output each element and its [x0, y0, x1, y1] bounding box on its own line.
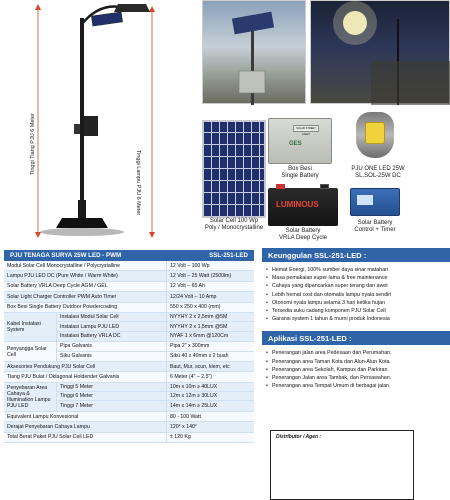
bullet-icon: •	[266, 383, 268, 390]
bullet-icon: •	[266, 350, 268, 357]
row-value: Siku 40 x 40mm x 2 buah	[170, 353, 229, 360]
table-row	[4, 372, 254, 382]
list-item-text: Penerangan Jalan area Tambak, dan Persawahan.	[272, 375, 392, 382]
solar-panel-label: Solar Cell 100 Wp Poly / Monocrystalline	[204, 218, 264, 231]
led-lamp-label: PJU ONE LED 25W SL.SOL-25W DC	[351, 166, 405, 179]
row-value: NYAF 1 x 6mm @120Cm	[170, 333, 229, 340]
list-item-text: Otonomi nyala lampu selama 3 hari ketika hujan	[272, 299, 386, 306]
row-label: Solar Battery VRLA Deep Cycle AGM / GEL	[7, 283, 108, 290]
table-row	[4, 303, 254, 313]
list-item-text: Cahaya yang dipancarkan super terang dan awet	[272, 283, 388, 290]
row-value: 14m x 14m ≥ 25LUX	[170, 403, 218, 410]
row-label: Box Besi Single Battery Outdoor Powdercoating	[7, 304, 118, 311]
list-item-text: Garansi system 1 tahun & murni produk Indonesia	[272, 316, 390, 323]
row-value: 10m x 10m ≥ 40LUX	[167, 383, 254, 392]
box-plate	[293, 125, 319, 136]
led-module	[365, 122, 385, 144]
row-value: 550 x 250 x 400 (mm)	[166, 303, 254, 312]
row-value: 12 Volt – 65 Ah	[166, 282, 254, 291]
table-row	[4, 261, 254, 271]
row-value: 12/24 Volt – 10 Amp	[166, 292, 254, 301]
row-values	[166, 383, 254, 411]
list-item	[266, 315, 446, 323]
keunggulan-list	[262, 262, 450, 325]
bullet-icon: •	[266, 267, 268, 273]
distributor-label: Distributor / Agen :	[276, 434, 322, 440]
aplikasi-heading: Aplikasi SSL-251-LED :	[262, 331, 450, 345]
controller-screen	[357, 195, 373, 205]
table-row	[4, 422, 254, 432]
distributor-box	[270, 430, 414, 500]
list-item-text: Lebih hemat cost dan otomatis lampu nyala sendiri	[272, 291, 392, 298]
bullet-icon: •	[266, 316, 268, 323]
list-item	[266, 299, 446, 307]
product-info-panel	[262, 248, 450, 392]
list-item	[266, 274, 446, 282]
row-label: Penyebaran Area Cahaya & Illumination Lampu PJU LED	[7, 384, 51, 409]
row-value: 12m x 12m ≥ 30LUX	[167, 392, 254, 401]
list-item	[266, 366, 446, 374]
list-item	[266, 282, 446, 290]
table-row-kabel	[4, 313, 254, 342]
daylight-installation-photo	[202, 0, 306, 104]
bullet-icon: •	[266, 375, 268, 382]
row-label: Total Berat Paket PJU Solar Cell LED	[7, 434, 94, 441]
spec-table-body	[4, 261, 254, 443]
bullet-icon: •	[266, 366, 268, 373]
table-row-penyangga	[4, 342, 254, 362]
sub-label: Tinggi 5 Meter	[57, 383, 166, 392]
list-item	[266, 266, 446, 274]
row-label: Modul Solar Cell Monocrystalline / Polycrystalline	[7, 262, 121, 269]
sub-label: Instalasi Modul Solar Cell	[57, 313, 166, 322]
table-row	[4, 292, 254, 302]
battery-box-label: Box Besi Single Battery	[281, 166, 319, 179]
solar-panel-image	[202, 120, 266, 218]
bullet-icon: •	[266, 308, 268, 315]
row-label: Lampu PJU LED DC (Pure White / Warm White)	[7, 273, 118, 280]
row-label: Solar Light Charger Controller PWM Auto Timer	[7, 293, 117, 300]
battery-box-image	[268, 118, 332, 164]
bullet-icon: •	[266, 299, 268, 306]
sub-label: Instalasi Battery VRLA DC	[60, 333, 121, 340]
row-sub-labels	[56, 342, 166, 361]
row-value: 12 Volt – 100 Wp	[166, 261, 254, 270]
row-label: Tiang PJU Bulat / Oktagonal Holdender Galvanis	[7, 373, 120, 380]
table-row	[4, 282, 254, 292]
row-label: Derajat Penyebaran Cahaya Lampu	[7, 423, 90, 430]
row-value: 12 Volt – 25 Watt (2500lm)	[166, 271, 254, 280]
bullet-icon: •	[266, 291, 268, 298]
night-installation-photo	[310, 0, 450, 104]
street-light-pole-drawing	[0, 0, 190, 250]
list-item-text: Penerangan jalan area Pedesaan dan Perumahan.	[272, 350, 392, 357]
row-value: NYYHY 2 x 2,5mm @5M	[167, 313, 254, 322]
box-plate-text: SOLAR STREET LIGHT	[296, 127, 316, 136]
row-label: Kabel Instalasi System	[7, 321, 41, 334]
sub-label: Instalasi Lampu PJU LED	[57, 322, 166, 331]
keunggulan-heading: Keunggulan SSL-251-LED :	[262, 248, 450, 262]
pole-illustration	[0, 0, 190, 250]
row-label: Equivalent Lampu Konvesional	[7, 413, 79, 420]
controller-label: Solar Battery Control + Timer	[354, 220, 396, 233]
sub-label: Tinggi 6 Meter	[57, 392, 166, 401]
row-value: ± 120 Kg	[166, 433, 254, 442]
led-lamp-image	[350, 112, 400, 164]
list-item	[266, 307, 446, 315]
battery-terminal-negative	[320, 184, 329, 189]
battery-label: Solar Battery VRLA Deep Cycle	[278, 228, 328, 241]
battery-image	[268, 188, 338, 226]
table-row	[4, 362, 254, 372]
sub-label: Tinggi 7 Meter	[60, 403, 93, 410]
row-value: 80 - 100 Watt	[166, 412, 254, 421]
list-item	[266, 382, 446, 390]
bullet-icon: •	[266, 358, 268, 365]
list-item	[266, 374, 446, 382]
lamp-height-label: Tinggi Lampu PJU 6 Meter	[135, 150, 141, 216]
table-row	[4, 433, 254, 443]
sub-label: Pipa Galvanis	[57, 342, 166, 351]
spec-header-model: SSL-251-LED	[209, 252, 248, 259]
row-label: Penyangga Solar Cell	[7, 345, 47, 358]
row-sub-labels	[56, 383, 166, 411]
list-item-text: Hemat Energi, 100% sumber daya sinar matahari	[272, 267, 388, 273]
row-values	[166, 342, 254, 361]
list-item-text: Penerangan area Sekolah, Kampus dan Parkiran.	[272, 366, 389, 373]
box-logo-text: GES	[289, 141, 302, 147]
sub-label: Siku Galvanis	[60, 353, 92, 360]
row-value: Pipa 2" x 300mm	[167, 342, 254, 351]
list-item	[266, 358, 446, 366]
row-value: 120° x 140°	[166, 422, 254, 431]
battery-brand: LUMINOUS	[276, 200, 319, 209]
battery-terminal-positive	[276, 184, 285, 189]
row-values	[166, 313, 254, 341]
aplikasi-list	[262, 345, 450, 392]
row-value: 6 Meter (4" – 2,5")	[166, 372, 254, 381]
specification-table	[4, 250, 254, 443]
row-value: Baut, Mur, scun, klem, etc	[166, 362, 254, 371]
row-value: NYYHY 2 x 1,5mm @5M	[167, 322, 254, 331]
list-item	[266, 349, 446, 357]
row-sub-labels	[56, 313, 166, 341]
list-item	[266, 291, 446, 299]
bullet-icon: •	[266, 275, 268, 282]
row-label: Aksesories Pendukung PJU Solar Cell	[7, 363, 96, 370]
list-item-text: Penerangan area Tempat Umum di berbagai jalan.	[272, 383, 391, 390]
charge-controller-image	[350, 188, 400, 216]
list-item-text: Masa pemakaian super lama & free maintenance	[272, 275, 388, 282]
table-row	[4, 412, 254, 422]
table-row	[4, 271, 254, 281]
list-item-text: Penerangan area Taman Kota dan Alun-Alun Kota.	[272, 358, 391, 365]
spec-table-header	[4, 250, 254, 261]
pole-height-label: Tinggi Tiang PJU 6 Meter	[30, 113, 36, 175]
table-row-penyebaran	[4, 383, 254, 412]
bullet-icon: •	[266, 283, 268, 290]
list-item-text: Tersedia suku cadang komponen PJU Solar Cell	[272, 308, 386, 315]
box-logo-icon	[289, 141, 302, 147]
spec-header-title: PJU TENAGA SURYA 25W LED - PWM	[10, 252, 122, 259]
